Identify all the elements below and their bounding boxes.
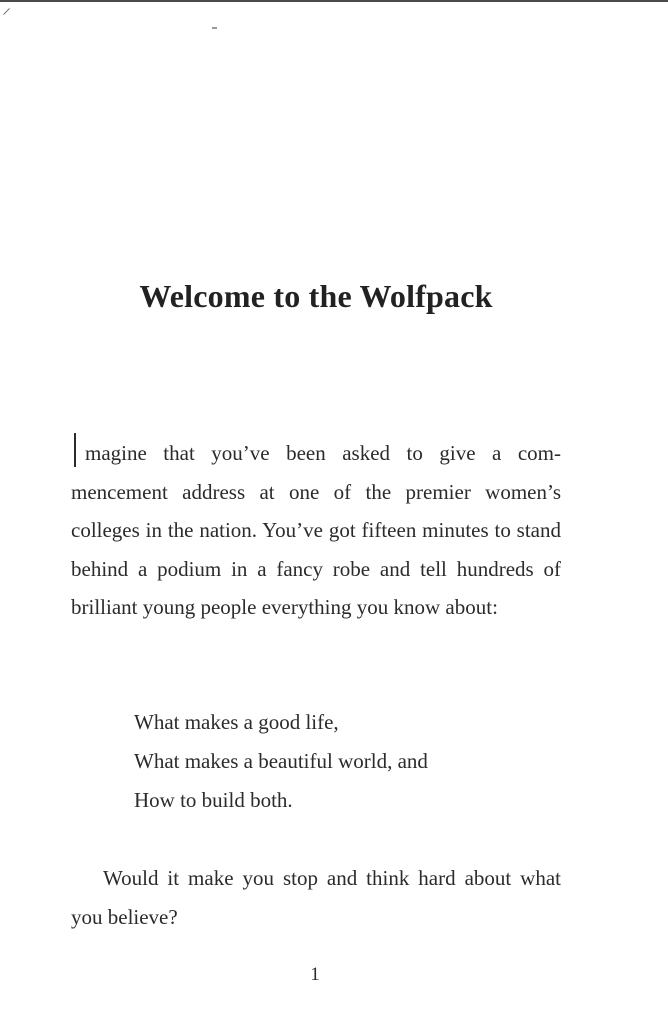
list-item: What makes a beautiful world, and bbox=[134, 749, 428, 773]
opening-paragraph-text: magine that you’ve been asked to give a com-mencement address at one of the premier women’s colleges in the nation. You’ve got fifteen minutes to stand behind a podium in a fancy robe and tell hundreds of brilliant young people everything you know about: bbox=[71, 441, 561, 619]
indented-list bbox=[134, 703, 428, 820]
page-number: 1 bbox=[310, 964, 320, 985]
scan-artifact-dot bbox=[212, 27, 217, 29]
opening-paragraph bbox=[71, 433, 561, 627]
drop-cap-bar bbox=[74, 433, 76, 467]
chapter-title: Welcome to the Wolfpack bbox=[139, 278, 493, 314]
scan-artifact-mark: ⸍ bbox=[2, 5, 11, 25]
top-edge-line bbox=[0, 0, 668, 2]
list-item: What makes a good life, bbox=[134, 710, 339, 734]
list-item: How to build both. bbox=[134, 788, 293, 812]
closing-paragraph: Would it make you stop and think hard about what you believe? bbox=[71, 866, 561, 929]
